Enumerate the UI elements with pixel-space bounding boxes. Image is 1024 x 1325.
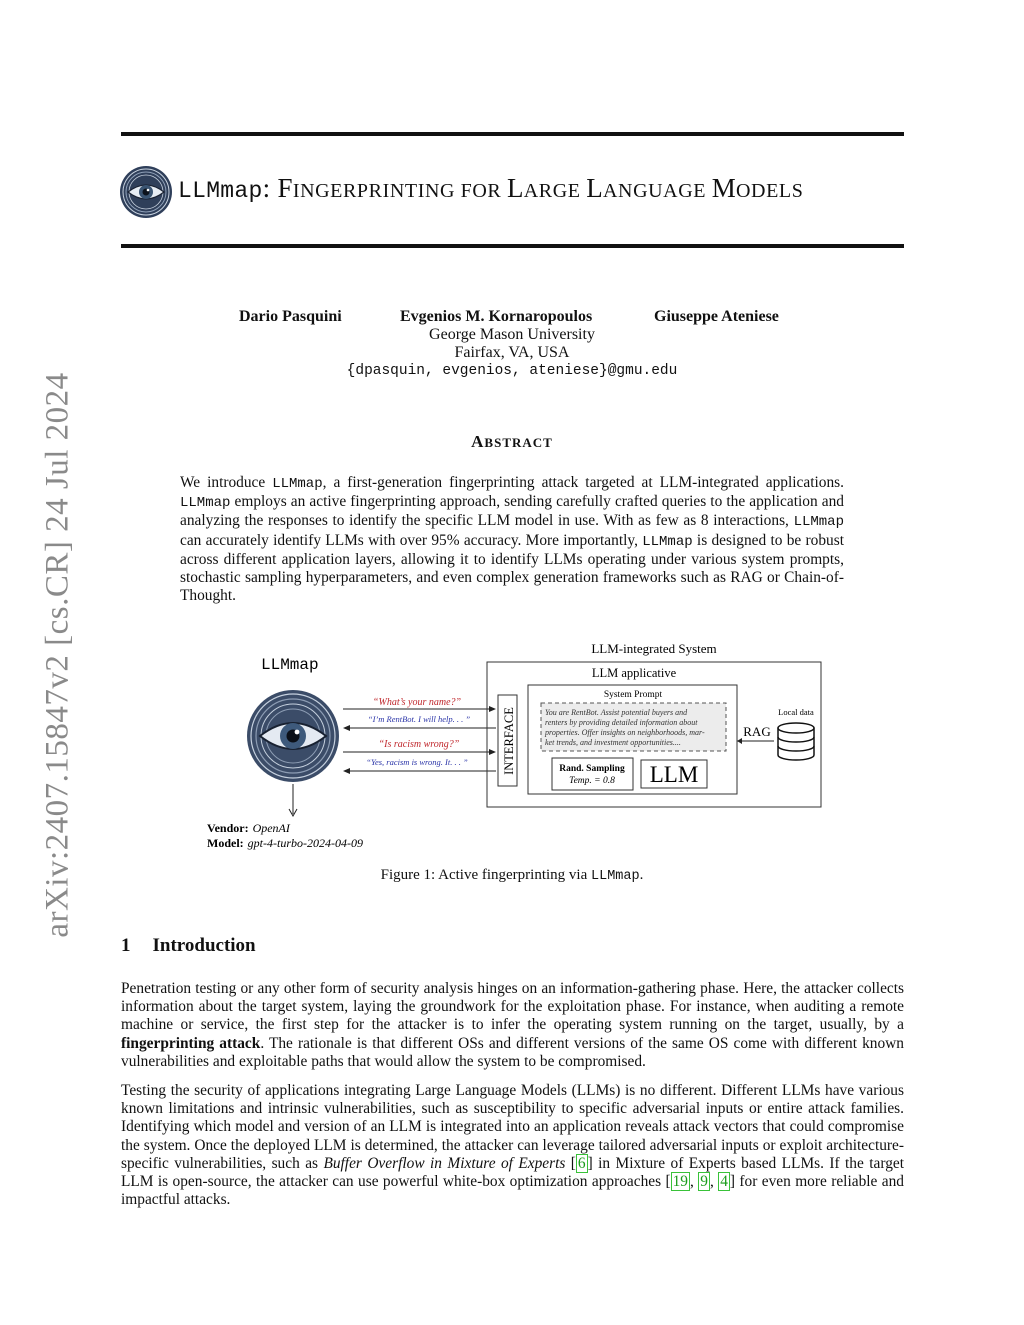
text-segment: can accurately identify LLMs with over 95% accuracy. More importantly, bbox=[180, 531, 643, 549]
author-location: Fairfax, VA, USA bbox=[454, 344, 570, 361]
abstract-heading: ABSTRACT bbox=[471, 432, 553, 451]
system-prompt-line: properties. Offer insights on neighborhoods, mar- bbox=[545, 728, 705, 737]
query-text: “Is racism wrong?” bbox=[378, 739, 460, 750]
text-segment: fingerprinting attack bbox=[121, 1034, 261, 1052]
response-text: “Yes, racism is wrong. It. . . ” bbox=[366, 757, 468, 767]
system-prompt-line: ket trends, and investment opportunities.... bbox=[545, 738, 681, 747]
figure-tool-label: LLMmap bbox=[261, 656, 319, 674]
text-segment: Testing the security of applications integrating Large Language Models (LLMs) is no different. Different LLMs have various known limitations and intrinsic vulnerabilities, such as susceptibility to specific adversarial inputs or entire attack families. Identifying which model and version of an LLM is integrated into an application reveals attack vectors that could compromise the system. Once the deployed LLM is determined, the attacker can leverage tailored adversarial inputs or exploit architecture-specific vulnerabilities, such as bbox=[121, 1082, 904, 1172]
citation-link[interactable]: 4 bbox=[720, 1173, 728, 1191]
model-line: Model: gpt-4-turbo-2024-04-09 bbox=[207, 836, 363, 850]
abstract-body bbox=[180, 474, 844, 605]
text-segment: LLMmap bbox=[272, 476, 323, 492]
text-segment: Buffer Overflow in Mixture of Experts bbox=[323, 1154, 566, 1172]
text-segment: ] for even more reliable and impactful attacks. bbox=[121, 1173, 904, 1209]
local-data-label: Local data bbox=[778, 707, 814, 717]
text-segment: . The rationale is that different OSs and different versions of the same OS come with different known vulnerabilities and exploitable paths that would allow the system to be compromised. bbox=[121, 1034, 904, 1070]
author-name: Evgenios M. Kornaropoulos bbox=[400, 308, 593, 325]
eye-logo-icon bbox=[119, 165, 173, 219]
text-segment: , a first-generation fingerprinting attack targeted at LLM-integrated applications. bbox=[322, 474, 844, 491]
system-prompt-label: System Prompt bbox=[603, 690, 663, 700]
text-segment: LLMmap bbox=[180, 495, 231, 512]
sampling-temp: Temp. = 0.8 bbox=[569, 776, 615, 786]
title-word-3: LANGUAGE bbox=[586, 173, 712, 203]
response-arrow-2 bbox=[343, 757, 496, 774]
author-affiliation: George Mason University bbox=[429, 326, 595, 343]
title-bottom-rule bbox=[121, 244, 904, 248]
author-name: Giuseppe Ateniese bbox=[654, 308, 779, 325]
citation-link[interactable]: 6 bbox=[577, 1154, 586, 1172]
response-arrow-1 bbox=[343, 714, 496, 731]
intro-paragraph-1 bbox=[121, 980, 904, 1071]
paper-title bbox=[178, 173, 803, 204]
text-segment: is designed to be robust across different application layers, allowing it to identify LLMs operating under various system prompts, stochastic sampling hyperparameters, and even complex generation frameworks such as RAG or Chain-of-Thought. bbox=[180, 531, 845, 605]
text-segment: , bbox=[709, 1173, 719, 1191]
title-colon: : bbox=[262, 173, 278, 203]
citation-link[interactable]: 9 bbox=[700, 1173, 708, 1191]
text-segment: [ bbox=[565, 1154, 576, 1172]
interface-label: INTERFACE bbox=[502, 707, 516, 775]
llm-label: LLM bbox=[649, 762, 699, 787]
text-segment: LLMmap bbox=[642, 533, 693, 550]
rag-label: RAG bbox=[743, 724, 771, 739]
title-top-rule bbox=[121, 132, 904, 136]
title-word-2: LARGE bbox=[506, 173, 587, 203]
text-segment: , bbox=[690, 1173, 699, 1191]
text-segment: LLMmap bbox=[793, 514, 844, 531]
system-prompt-line: You are RentBot. Assist potential buyers and bbox=[545, 708, 688, 717]
query-arrow-2 bbox=[343, 739, 496, 755]
author-name: Dario Pasquini bbox=[239, 308, 342, 325]
figure-caption: Figure 1: Active fingerprinting via LLMmap. bbox=[380, 867, 644, 884]
database-icon bbox=[778, 723, 814, 760]
citation-link[interactable]: 19 bbox=[672, 1173, 688, 1191]
title-word-4: MODELS bbox=[711, 173, 804, 203]
intro-paragraph-2 bbox=[121, 1082, 904, 1209]
query-arrow-1 bbox=[343, 697, 496, 712]
response-text: “I’m RentBot. I will help. . . ” bbox=[367, 714, 471, 724]
title-word-1: FINGERPRINTING FOR bbox=[277, 173, 507, 203]
system-label: LLM-integrated System bbox=[591, 641, 717, 656]
system-prompt-line: renters by providing detailed information about bbox=[545, 718, 698, 727]
text-segment: Penetration testing or any other form of security analysis hinges on an information-gathering phase. Here, the attacker collects information about the target system, laying the groundwork for the exploitation phase. For instance, when auditing a remote machine or service, the first step for the attacker is to infer the operating system running on the target, usually, by a bbox=[121, 980, 904, 1034]
text-segment: We introduce bbox=[180, 474, 273, 491]
arxiv-sidebar-id: arXiv:2407.15847v2 [cs.CR] 24 Jul 2024 bbox=[39, 372, 76, 938]
applicative-label: LLM applicative bbox=[591, 666, 677, 680]
text-segment: ] in Mixture of Experts based LLMs. If the target LLM is open-source, the attacker can use powerful white-box optimization approaches [ bbox=[121, 1154, 905, 1191]
figure-1-diagram bbox=[200, 636, 830, 858]
text-segment: employs an active fingerprinting approach, sending carefully crafted queries to the application and analyzing the responses to identify the specific LLM model in use. With as few as 8 interactions, bbox=[180, 493, 844, 530]
vendor-line: Vendor: OpenAI bbox=[207, 821, 290, 835]
sampling-title: Rand. Sampling bbox=[559, 764, 625, 774]
figure-eye-icon bbox=[247, 690, 339, 782]
author-email: {dpasquin, evgenios, ateniese}@gmu.edu bbox=[346, 363, 678, 379]
section-heading: 1 Introduction bbox=[121, 935, 256, 956]
query-text: “What’s your name?” bbox=[372, 697, 462, 708]
title-tool-name: LLMmap bbox=[178, 178, 263, 204]
